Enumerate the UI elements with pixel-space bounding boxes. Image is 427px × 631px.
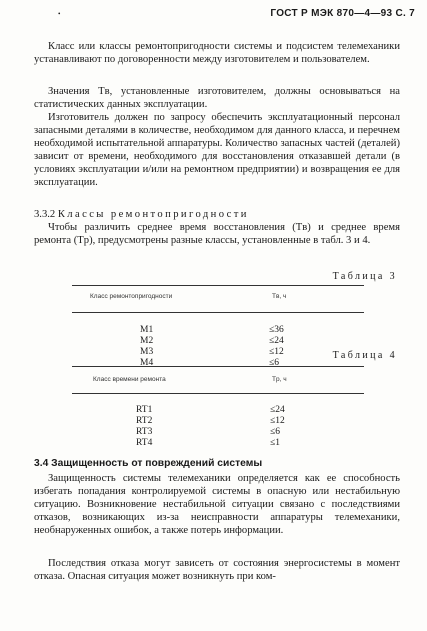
table4-col2-header: Tр, ч [272,376,287,383]
table3-caption: Таблица 3 [332,271,397,282]
paragraph-consequences: Последствия отказа могут зависеть от состояния энергосистемы в момент отказа. Опасная ситуация может возникнуть при ком- [34,558,400,583]
table4-caption: Таблица 4 [332,350,397,361]
table4-cell-class: RT1 [136,405,153,415]
section-number: 3.3.2 [34,209,56,220]
table4-cell-value: ≤1 [270,438,280,448]
section-heading-3-3-2 [34,208,400,221]
table3-cell-value: ≤6 [269,358,279,368]
page-mark: • [58,10,61,18]
table3-top-rule [72,285,364,286]
table3-col1-header: Класс ремонтопригодности [90,293,173,300]
table3-class-column [140,325,153,369]
table4-top-rule [72,366,364,367]
table3-value-column [269,325,284,369]
table3-cell-class: M2 [140,336,154,346]
table4-cell-class: RT4 [136,438,153,448]
paragraph-maintainability-classes: Класс или классы ремонтопригодности системы и подсистем телемеханики устанавливают по договоренности между изготовителем и пользователем. [34,41,400,66]
table4-header-rule [72,393,364,394]
table4-cell-value: ≤12 [270,416,285,426]
table3-header-rule [72,312,364,313]
paragraph-distinguish: Чтобы различить среднее время восстановления (Tв) и среднее время ремонта (Tр), предусмотрены разные классы, установленные в табл. 3 и 4. [34,222,400,247]
table3-cell-value: ≤36 [269,325,284,335]
table4-cell-value: ≤6 [270,427,280,437]
page-header: ГОСТ Р МЭК 870—4—93 С. 7 [270,8,415,19]
table3-cell-class: M3 [140,347,154,357]
table3-cell-class: M4 [140,358,154,368]
section-heading-3-4: 3.4 Защищенность от повреждений системы [34,458,263,469]
paragraph-protection: Защищенность системы телемеханики определяется как ее способность избегать попадания контролируемой системы в опасную или нестабильную ситуацию. Возникновение нестабильной ситуации связано с последствиями отказов, возникающих из-за неисправности аппаратуры телемеханики, необнаруженных ошибок, а также потерь информации. [34,473,400,537]
table4-cell-class: RT3 [136,427,153,437]
table3-cell-class: M1 [140,325,154,335]
section-title: Классы ремонтопригодности [57,209,249,220]
table3-cell-value: ≤24 [269,336,284,346]
table4-cell-class: RT2 [136,416,153,426]
table3-cell-value: ≤12 [269,347,284,357]
table3-col2-header: Tв, ч [272,293,287,300]
table4-class-column [136,405,152,449]
table4-value-column [270,405,285,449]
table4-col1-header: Класс времени ремонта [93,376,166,383]
paragraph-values: Значения Tв, установленные изготовителем, должны основываться на статистических данных эксплуатации. [34,86,400,111]
table4-cell-value: ≤24 [270,405,285,415]
paragraph-spare-parts: Изготовитель должен по запросу обеспечить эксплуатационный персонал запасными деталями в количестве, необходимом для данного класса, и перечнем необходимой испытательной аппаратуры. Количество запасных частей (деталей) зависит от времени, необходимого для восстановления отказавшей детали (в условиях эксплуатации и/или на ремонтном предприятии) и возвращения ее для эксплуатации. [34,112,400,189]
